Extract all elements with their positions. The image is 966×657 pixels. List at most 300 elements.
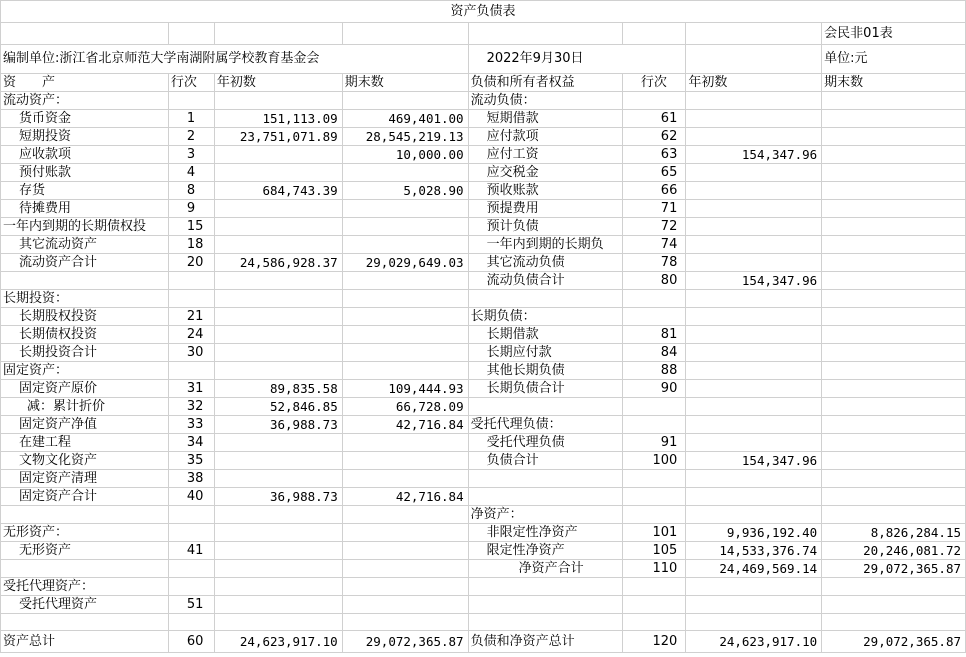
asset-begin-value[interactable] [214, 146, 342, 164]
liability-begin-value[interactable]: 154,347.96 [686, 452, 822, 470]
asset-item[interactable]: 无形资产： [1, 524, 169, 542]
liability-line-no[interactable]: 65 [622, 164, 686, 182]
table-row [1, 308, 966, 326]
liability-begin-value[interactable]: 24,623,917.10 [686, 631, 822, 653]
liability-line-no[interactable]: 110 [622, 560, 686, 578]
liability-end-value[interactable]: 8,826,284.15 [822, 524, 966, 542]
asset-begin-value[interactable] [214, 614, 342, 631]
asset-end-value[interactable]: 29,029,649.03 [342, 254, 468, 272]
liability-end-value[interactable] [822, 236, 966, 254]
asset-item[interactable]: 其它流动资产 [1, 236, 169, 254]
liability-begin-value[interactable] [686, 110, 822, 128]
asset-item[interactable]: 长期股权投资 [1, 308, 169, 326]
cell[interactable] [1, 23, 169, 45]
asset-end-value[interactable] [342, 236, 468, 254]
liability-item[interactable]: 应付款项 [468, 128, 622, 146]
asset-begin-value[interactable] [214, 560, 342, 578]
liability-item[interactable]: 长期负债： [468, 308, 622, 326]
cell[interactable] [622, 23, 686, 45]
table-row [1, 614, 966, 631]
liability-end-value[interactable] [822, 146, 966, 164]
asset-item[interactable]: 受托代理资产： [1, 578, 169, 596]
liability-end-value[interactable] [822, 362, 966, 380]
asset-line-no[interactable]: 3 [168, 146, 214, 164]
asset-line-no[interactable]: 20 [168, 254, 214, 272]
liability-line-no[interactable] [622, 416, 686, 434]
liability-end-value[interactable] [822, 200, 966, 218]
liability-line-no[interactable]: 84 [622, 344, 686, 362]
liability-end-value[interactable] [822, 128, 966, 146]
table-row [1, 164, 966, 182]
asset-end-value[interactable]: 469,401.00 [342, 110, 468, 128]
liability-begin-value[interactable] [686, 380, 822, 398]
liability-line-no[interactable] [622, 92, 686, 110]
liability-end-value[interactable] [822, 326, 966, 344]
liability-begin-value[interactable]: 24,469,569.14 [686, 560, 822, 578]
table-row [1, 416, 966, 434]
liability-end-value[interactable] [822, 452, 966, 470]
asset-line-no[interactable]: 40 [168, 488, 214, 506]
liability-item[interactable]: 限定性净资产 [468, 542, 622, 560]
liability-item[interactable]: 长期借款 [468, 326, 622, 344]
asset-begin-value[interactable]: 23,751,071.89 [214, 128, 342, 146]
asset-item[interactable]: 资产总计 [1, 631, 169, 653]
asset-item[interactable]: 长期投资合计 [1, 344, 169, 362]
asset-item[interactable] [1, 506, 169, 524]
report-title: 资产负债表 [1, 1, 966, 23]
asset-line-no[interactable]: 41 [168, 542, 214, 560]
asset-end-value[interactable] [342, 578, 468, 596]
asset-begin-value[interactable] [214, 362, 342, 380]
liability-line-no[interactable] [622, 614, 686, 631]
liability-item[interactable] [468, 470, 622, 488]
liability-item[interactable]: 预提费用 [468, 200, 622, 218]
header-end: 期末数 [342, 74, 468, 92]
asset-item[interactable]: 固定资产净值 [1, 416, 169, 434]
asset-begin-value[interactable]: 52,846.85 [214, 398, 342, 416]
table-row [1, 272, 966, 290]
liability-begin-value[interactable] [686, 578, 822, 596]
asset-begin-value[interactable] [214, 236, 342, 254]
asset-end-value[interactable] [342, 560, 468, 578]
header-line-no-2: 行次 [622, 74, 686, 92]
asset-item[interactable]: 文物文化资产 [1, 452, 169, 470]
table-row [1, 452, 966, 470]
liability-end-value[interactable]: 29,072,365.87 [822, 631, 966, 653]
table-row [1, 290, 966, 308]
table-row [1, 506, 966, 524]
liability-item[interactable]: 负债和净资产总计 [468, 631, 622, 653]
asset-begin-value[interactable] [214, 326, 342, 344]
asset-line-no[interactable]: 32 [168, 398, 214, 416]
table-row [1, 524, 966, 542]
asset-item[interactable]: 长期投资： [1, 290, 169, 308]
table-row [1, 182, 966, 200]
asset-end-value[interactable]: 28,545,219.13 [342, 128, 468, 146]
asset-begin-value[interactable]: 24,586,928.37 [214, 254, 342, 272]
cell[interactable] [686, 23, 822, 45]
asset-end-value[interactable] [342, 344, 468, 362]
asset-item[interactable]: 待摊费用 [1, 200, 169, 218]
liability-item[interactable]: 应付工资 [468, 146, 622, 164]
liability-end-value[interactable] [822, 308, 966, 326]
asset-item[interactable] [1, 614, 169, 631]
liability-end-value[interactable] [822, 578, 966, 596]
asset-line-no[interactable] [168, 560, 214, 578]
liability-line-no[interactable] [622, 470, 686, 488]
asset-begin-value[interactable] [214, 92, 342, 110]
table-row [1, 200, 966, 218]
liability-end-value[interactable] [822, 380, 966, 398]
asset-item[interactable]: 应收款项 [1, 146, 169, 164]
table-row [1, 434, 966, 452]
table-row [1, 362, 966, 380]
liability-begin-value[interactable] [686, 416, 822, 434]
liability-item[interactable]: 预计负债 [468, 218, 622, 236]
asset-line-no[interactable] [168, 92, 214, 110]
liability-line-no[interactable] [622, 488, 686, 506]
asset-item[interactable]: 固定资产清理 [1, 470, 169, 488]
liability-end-value[interactable] [822, 218, 966, 236]
asset-item[interactable]: 受托代理资产 [1, 596, 169, 614]
asset-begin-value[interactable] [214, 200, 342, 218]
liability-begin-value[interactable] [686, 326, 822, 344]
asset-line-no[interactable] [168, 524, 214, 542]
liability-end-value[interactable] [822, 596, 966, 614]
table-row [1, 560, 966, 578]
table-row [1, 631, 966, 653]
liability-line-no[interactable]: 63 [622, 146, 686, 164]
header-begin-2: 年初数 [686, 74, 822, 92]
liability-line-no[interactable]: 88 [622, 362, 686, 380]
liability-begin-value[interactable] [686, 506, 822, 524]
asset-begin-value[interactable] [214, 272, 342, 290]
header-end-2: 期末数 [822, 74, 966, 92]
liability-end-value[interactable] [822, 272, 966, 290]
asset-line-no[interactable]: 15 [168, 218, 214, 236]
liability-end-value[interactable]: 20,246,081.72 [822, 542, 966, 560]
asset-end-value[interactable] [342, 434, 468, 452]
liability-item[interactable]: 长期应付款 [468, 344, 622, 362]
asset-line-no[interactable]: 1 [168, 110, 214, 128]
table-row [1, 470, 966, 488]
table-row [1, 344, 966, 362]
liability-line-no[interactable] [622, 506, 686, 524]
liability-line-no[interactable]: 90 [622, 380, 686, 398]
table-body [1, 92, 966, 653]
asset-begin-value[interactable] [214, 542, 342, 560]
asset-begin-value[interactable]: 36,988.73 [214, 488, 342, 506]
asset-end-value[interactable] [342, 272, 468, 290]
asset-begin-value[interactable] [214, 164, 342, 182]
table-row [1, 146, 966, 164]
asset-end-value[interactable] [342, 470, 468, 488]
asset-item[interactable]: 固定资产： [1, 362, 169, 380]
asset-end-value[interactable]: 66,728.09 [342, 398, 468, 416]
table-row [1, 110, 966, 128]
liability-item[interactable]: 一年内到期的长期负 [468, 236, 622, 254]
liability-begin-value[interactable] [686, 614, 822, 631]
asset-line-no[interactable]: 60 [168, 631, 214, 653]
asset-begin-value[interactable] [214, 290, 342, 308]
liability-end-value[interactable]: 29,072,365.87 [822, 560, 966, 578]
report-date: 2022年9月30日 [468, 45, 686, 74]
asset-begin-value[interactable] [214, 344, 342, 362]
liability-begin-value[interactable]: 9,936,192.40 [686, 524, 822, 542]
table-row [1, 398, 966, 416]
liability-item[interactable] [468, 596, 622, 614]
liability-line-no[interactable]: 101 [622, 524, 686, 542]
liability-item[interactable]: 负债合计 [468, 452, 622, 470]
liability-begin-value[interactable]: 154,347.96 [686, 272, 822, 290]
liability-begin-value[interactable] [686, 434, 822, 452]
table-row [1, 380, 966, 398]
asset-item[interactable]: 预付账款 [1, 164, 169, 182]
asset-end-value[interactable]: 42,716.84 [342, 416, 468, 434]
asset-end-value[interactable]: 109,444.93 [342, 380, 468, 398]
asset-begin-value[interactable] [214, 308, 342, 326]
form-number: 会民非01表 [822, 23, 966, 45]
cell[interactable] [468, 23, 622, 45]
preparing-unit: 编制单位:浙江省北京师范大学南湖附属学校教育基金会 [1, 45, 469, 74]
asset-begin-value[interactable]: 89,835.58 [214, 380, 342, 398]
asset-line-no[interactable] [168, 290, 214, 308]
asset-end-value[interactable]: 29,072,365.87 [342, 631, 468, 653]
table-row [1, 488, 966, 506]
liability-line-no[interactable] [622, 596, 686, 614]
asset-line-no[interactable]: 38 [168, 470, 214, 488]
currency-unit: 单位:元 [822, 45, 966, 74]
asset-begin-value[interactable] [214, 506, 342, 524]
asset-line-no[interactable] [168, 362, 214, 380]
liability-begin-value[interactable] [686, 488, 822, 506]
liability-end-value[interactable] [822, 254, 966, 272]
cell[interactable] [214, 23, 342, 45]
liability-line-no[interactable]: 72 [622, 218, 686, 236]
liability-begin-value[interactable]: 154,347.96 [686, 146, 822, 164]
liability-item[interactable]: 受托代理负债： [468, 416, 622, 434]
table-row [1, 254, 966, 272]
liability-begin-value[interactable] [686, 596, 822, 614]
liability-item[interactable]: 长期负债合计 [468, 380, 622, 398]
asset-line-no[interactable]: 35 [168, 452, 214, 470]
liability-line-no[interactable]: 120 [622, 631, 686, 653]
liability-end-value[interactable] [822, 506, 966, 524]
liability-item[interactable] [468, 488, 622, 506]
liability-line-no[interactable]: 71 [622, 200, 686, 218]
asset-line-no[interactable] [168, 614, 214, 631]
liability-begin-value[interactable] [686, 362, 822, 380]
asset-begin-value[interactable] [214, 470, 342, 488]
liability-line-no[interactable]: 78 [622, 254, 686, 272]
liability-begin-value[interactable] [686, 182, 822, 200]
liability-line-no[interactable]: 105 [622, 542, 686, 560]
liability-item[interactable]: 应交税金 [468, 164, 622, 182]
liability-begin-value[interactable] [686, 308, 822, 326]
liability-begin-value[interactable] [686, 290, 822, 308]
liability-item[interactable]: 流动负债合计 [468, 272, 622, 290]
liability-begin-value[interactable] [686, 200, 822, 218]
liability-end-value[interactable] [822, 398, 966, 416]
liability-begin-value[interactable] [686, 92, 822, 110]
asset-end-value[interactable] [342, 326, 468, 344]
liability-begin-value[interactable]: 14,533,376.74 [686, 542, 822, 560]
asset-line-no[interactable]: 2 [168, 128, 214, 146]
asset-end-value[interactable] [342, 524, 468, 542]
liability-line-no[interactable] [622, 398, 686, 416]
header-begin: 年初数 [214, 74, 342, 92]
asset-begin-value[interactable] [214, 524, 342, 542]
liability-item[interactable]: 受托代理负债 [468, 434, 622, 452]
asset-end-value[interactable] [342, 452, 468, 470]
cell[interactable] [686, 45, 822, 74]
table-row [1, 542, 966, 560]
asset-line-no[interactable]: 30 [168, 344, 214, 362]
asset-end-value[interactable] [342, 290, 468, 308]
asset-end-value[interactable]: 10,000.00 [342, 146, 468, 164]
liability-item[interactable]: 其它流动负债 [468, 254, 622, 272]
asset-item[interactable]: 短期投资 [1, 128, 169, 146]
asset-item[interactable]: 减：累计折价 [1, 398, 169, 416]
liability-begin-value[interactable] [686, 398, 822, 416]
asset-end-value[interactable] [342, 218, 468, 236]
liability-item[interactable]: 非限定性净资产 [468, 524, 622, 542]
liability-item[interactable]: 短期借款 [468, 110, 622, 128]
liability-item[interactable]: 其他长期负债 [468, 362, 622, 380]
asset-begin-value[interactable]: 151,113.09 [214, 110, 342, 128]
liability-end-value[interactable] [822, 416, 966, 434]
asset-line-no[interactable] [168, 272, 214, 290]
table-row [1, 326, 966, 344]
liability-item[interactable] [468, 398, 622, 416]
asset-line-no[interactable]: 21 [168, 308, 214, 326]
asset-begin-value[interactable] [214, 452, 342, 470]
header-line-no: 行次 [168, 74, 214, 92]
table-row [1, 92, 966, 110]
asset-item[interactable]: 长期债权投资 [1, 326, 169, 344]
asset-end-value[interactable] [342, 164, 468, 182]
asset-item[interactable]: 货币资金 [1, 110, 169, 128]
asset-end-value[interactable] [342, 92, 468, 110]
liability-line-no[interactable]: 100 [622, 452, 686, 470]
asset-item[interactable]: 存货 [1, 182, 169, 200]
table-row [1, 218, 966, 236]
liability-end-value[interactable] [822, 182, 966, 200]
liability-line-no[interactable] [622, 308, 686, 326]
liability-line-no[interactable]: 62 [622, 128, 686, 146]
asset-item[interactable]: 在建工程 [1, 434, 169, 452]
cell[interactable] [168, 23, 214, 45]
asset-line-no[interactable]: 51 [168, 596, 214, 614]
table-row [1, 236, 966, 254]
liability-item[interactable] [468, 614, 622, 631]
asset-line-no[interactable]: 8 [168, 182, 214, 200]
asset-item[interactable]: 一年内到期的长期债权投 [1, 218, 169, 236]
asset-line-no[interactable]: 9 [168, 200, 214, 218]
asset-end-value[interactable] [342, 200, 468, 218]
table-row [1, 578, 966, 596]
liability-line-no[interactable]: 66 [622, 182, 686, 200]
liability-end-value[interactable] [822, 290, 966, 308]
header-liabilities: 负债和所有者权益 [468, 74, 622, 92]
liability-begin-value[interactable] [686, 344, 822, 362]
liability-end-value[interactable] [822, 614, 966, 631]
header-assets: 资 产 [1, 74, 169, 92]
asset-begin-value[interactable] [214, 218, 342, 236]
asset-end-value[interactable] [342, 308, 468, 326]
asset-begin-value[interactable] [214, 578, 342, 596]
liability-end-value[interactable] [822, 470, 966, 488]
asset-item[interactable]: 流动资产合计 [1, 254, 169, 272]
asset-end-value[interactable] [342, 596, 468, 614]
asset-item[interactable]: 固定资产原价 [1, 380, 169, 398]
asset-line-no[interactable]: 18 [168, 236, 214, 254]
liability-begin-value[interactable] [686, 128, 822, 146]
liability-end-value[interactable] [822, 164, 966, 182]
liability-item[interactable]: 净资产： [468, 506, 622, 524]
liability-line-no[interactable]: 61 [622, 110, 686, 128]
asset-line-no[interactable]: 24 [168, 326, 214, 344]
cell[interactable] [342, 23, 468, 45]
asset-begin-value[interactable]: 36,988.73 [214, 416, 342, 434]
liability-end-value[interactable] [822, 344, 966, 362]
liability-line-no[interactable]: 80 [622, 272, 686, 290]
asset-line-no[interactable]: 31 [168, 380, 214, 398]
liability-item[interactable]: 净资产合计 [468, 560, 622, 578]
asset-begin-value[interactable] [214, 434, 342, 452]
asset-line-no[interactable]: 33 [168, 416, 214, 434]
liability-begin-value[interactable] [686, 470, 822, 488]
liability-end-value[interactable] [822, 488, 966, 506]
liability-begin-value[interactable] [686, 218, 822, 236]
asset-end-value[interactable]: 42,716.84 [342, 488, 468, 506]
liability-item[interactable]: 流动负债： [468, 92, 622, 110]
asset-line-no[interactable] [168, 506, 214, 524]
asset-end-value[interactable] [342, 506, 468, 524]
liability-line-no[interactable]: 74 [622, 236, 686, 254]
liability-end-value[interactable] [822, 434, 966, 452]
asset-begin-value[interactable]: 684,743.39 [214, 182, 342, 200]
liability-end-value[interactable] [822, 92, 966, 110]
asset-line-no[interactable] [168, 578, 214, 596]
asset-begin-value[interactable]: 24,623,917.10 [214, 631, 342, 653]
liability-item[interactable] [468, 578, 622, 596]
liability-line-no[interactable] [622, 578, 686, 596]
liability-end-value[interactable] [822, 110, 966, 128]
asset-line-no[interactable]: 4 [168, 164, 214, 182]
liability-line-no[interactable] [622, 290, 686, 308]
asset-end-value[interactable] [342, 362, 468, 380]
table-row [1, 128, 966, 146]
liability-item[interactable] [468, 290, 622, 308]
asset-end-value[interactable]: 5,028.90 [342, 182, 468, 200]
asset-begin-value[interactable] [214, 596, 342, 614]
asset-end-value[interactable] [342, 542, 468, 560]
asset-end-value[interactable] [342, 614, 468, 631]
asset-line-no[interactable]: 34 [168, 434, 214, 452]
asset-item[interactable]: 流动资产： [1, 92, 169, 110]
liability-line-no[interactable]: 91 [622, 434, 686, 452]
liability-begin-value[interactable] [686, 236, 822, 254]
asset-item[interactable]: 固定资产合计 [1, 488, 169, 506]
asset-item[interactable] [1, 272, 169, 290]
liability-item[interactable]: 预收账款 [468, 182, 622, 200]
asset-item[interactable] [1, 560, 169, 578]
asset-item[interactable]: 无形资产 [1, 542, 169, 560]
liability-line-no[interactable]: 81 [622, 326, 686, 344]
liability-begin-value[interactable] [686, 254, 822, 272]
liability-begin-value[interactable] [686, 164, 822, 182]
